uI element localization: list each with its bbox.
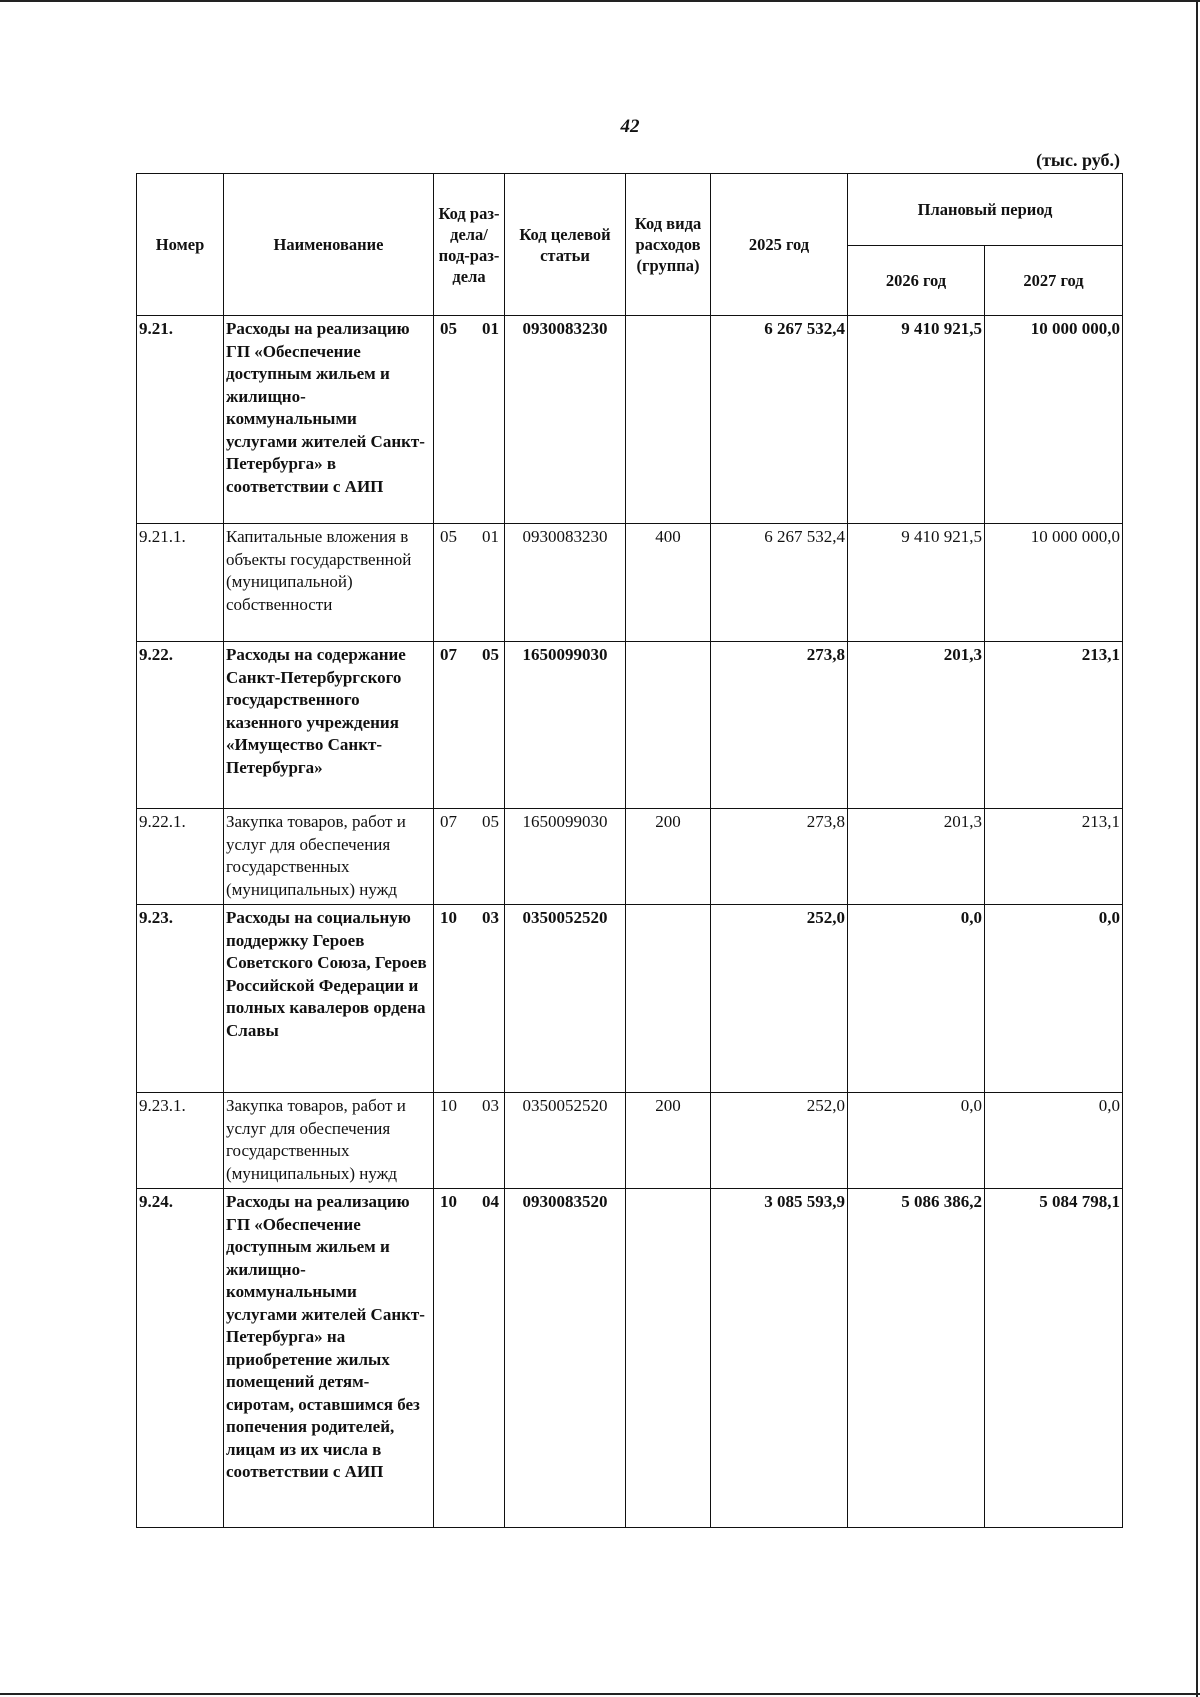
row-value-2027: 0,0 bbox=[985, 1093, 1123, 1189]
header-planned-period: Плановый период bbox=[848, 174, 1123, 246]
row-value-2026: 9 410 921,5 bbox=[848, 316, 985, 524]
row-target-code: 0350052520 bbox=[505, 905, 626, 1093]
row-target-code: 1650099030 bbox=[505, 809, 626, 905]
row-value-2025: 3 085 593,9 bbox=[711, 1189, 848, 1528]
row-number: 9.24. bbox=[137, 1189, 224, 1528]
row-target-code: 0930083230 bbox=[505, 524, 626, 642]
header-number: Номер bbox=[137, 174, 224, 316]
row-section: 10 bbox=[440, 1192, 457, 1211]
header-year-2025: 2025 год bbox=[711, 174, 848, 316]
row-section-code bbox=[434, 905, 505, 1093]
table-row bbox=[137, 1189, 1123, 1528]
row-subsection: 03 bbox=[482, 908, 499, 927]
row-value-2027: 213,1 bbox=[985, 642, 1123, 809]
row-section: 07 bbox=[440, 812, 457, 831]
row-value-2025: 6 267 532,4 bbox=[711, 524, 848, 642]
row-subsection: 05 bbox=[482, 645, 499, 664]
table-row bbox=[137, 1093, 1123, 1189]
row-target-code: 0350052520 bbox=[505, 1093, 626, 1189]
units-label: (тыс. руб.) bbox=[1036, 150, 1120, 170]
row-number: 9.22.1. bbox=[137, 809, 224, 905]
row-section-code bbox=[434, 524, 505, 642]
row-name: Расходы на реализацию ГП «Обеспечение доступным жильем и жилищно-коммунальными услугами жителей Санкт-Петербурга» в соответствии с АИП bbox=[224, 316, 434, 524]
row-value-2027: 213,1 bbox=[985, 809, 1123, 905]
row-subsection: 03 bbox=[482, 1096, 499, 1115]
page-number: 42 bbox=[620, 116, 640, 137]
row-number: 9.21.1. bbox=[137, 524, 224, 642]
row-section: 10 bbox=[440, 908, 457, 927]
table-row bbox=[137, 524, 1123, 642]
row-section-code bbox=[434, 1093, 505, 1189]
row-subsection: 04 bbox=[482, 1192, 499, 1211]
row-target-code: 0930083520 bbox=[505, 1189, 626, 1528]
row-expense-type: 400 bbox=[626, 524, 711, 642]
row-target-code: 1650099030 bbox=[505, 642, 626, 809]
table-row bbox=[137, 809, 1123, 905]
row-name: Расходы на содержание Санкт-Петербургского государственного казенного учреждения «Имущество Санкт-Петербурга» bbox=[224, 642, 434, 809]
row-subsection: 01 bbox=[482, 527, 499, 546]
row-name: Закупка товаров, работ и услуг для обеспечения государственных (муниципальных) нужд bbox=[224, 809, 434, 905]
row-value-2027: 5 084 798,1 bbox=[985, 1189, 1123, 1528]
row-section-code bbox=[434, 642, 505, 809]
row-value-2026: 0,0 bbox=[848, 905, 985, 1093]
header-name: Наименование bbox=[224, 174, 434, 316]
row-expense-type bbox=[626, 316, 711, 524]
row-expense-type bbox=[626, 642, 711, 809]
row-expense-type bbox=[626, 1189, 711, 1528]
row-name: Расходы на реализацию ГП «Обеспечение доступным жильем и жилищно-коммунальными услугами жителей Санкт-Петербурга» на приобретение жилых помещений детям-сиротам, оставшимся без попечения родителей, лицам из их числа в соответствии с АИП bbox=[224, 1189, 434, 1528]
row-number: 9.22. bbox=[137, 642, 224, 809]
row-target-code: 0930083230 bbox=[505, 316, 626, 524]
row-section-code bbox=[434, 809, 505, 905]
header-target-code: Код целевой статьи bbox=[505, 174, 626, 316]
row-value-2025: 273,8 bbox=[711, 642, 848, 809]
row-name: Капитальные вложения в объекты государственной (муниципальной) собственности bbox=[224, 524, 434, 642]
row-name: Закупка товаров, работ и услуг для обеспечения государственных (муниципальных) нужд bbox=[224, 1093, 434, 1189]
scan-bottom-border bbox=[0, 1693, 1200, 1695]
row-number: 9.23.1. bbox=[137, 1093, 224, 1189]
row-expense-type bbox=[626, 905, 711, 1093]
row-value-2027: 10 000 000,0 bbox=[985, 524, 1123, 642]
table-row bbox=[137, 316, 1123, 524]
row-section: 07 bbox=[440, 645, 457, 664]
budget-table bbox=[136, 173, 1123, 1528]
row-value-2026: 0,0 bbox=[848, 1093, 985, 1189]
row-number: 9.21. bbox=[137, 316, 224, 524]
row-section-code bbox=[434, 1189, 505, 1528]
row-value-2027: 0,0 bbox=[985, 905, 1123, 1093]
row-value-2026: 201,3 bbox=[848, 809, 985, 905]
row-value-2025: 252,0 bbox=[711, 1093, 848, 1189]
header-year-2026: 2026 год bbox=[848, 246, 985, 316]
scan-top-border bbox=[0, 0, 1200, 4]
row-expense-type: 200 bbox=[626, 1093, 711, 1189]
row-number: 9.23. bbox=[137, 905, 224, 1093]
header-year-2027: 2027 год bbox=[985, 246, 1123, 316]
row-value-2027: 10 000 000,0 bbox=[985, 316, 1123, 524]
row-value-2025: 252,0 bbox=[711, 905, 848, 1093]
row-name: Расходы на социальную поддержку Героев Советского Союза, Героев Российской Федерации и полных кавалеров ордена Славы bbox=[224, 905, 434, 1093]
header-expense-type-code: Код вида расходов (группа) bbox=[626, 174, 711, 316]
row-subsection: 01 bbox=[482, 319, 499, 338]
row-value-2025: 273,8 bbox=[711, 809, 848, 905]
row-expense-type: 200 bbox=[626, 809, 711, 905]
table-header-row bbox=[137, 174, 1123, 246]
scan-right-border bbox=[1196, 0, 1198, 1697]
row-section: 05 bbox=[440, 319, 457, 338]
row-value-2025: 6 267 532,4 bbox=[711, 316, 848, 524]
row-section: 05 bbox=[440, 527, 457, 546]
row-value-2026: 9 410 921,5 bbox=[848, 524, 985, 642]
row-value-2026: 201,3 bbox=[848, 642, 985, 809]
row-subsection: 05 bbox=[482, 812, 499, 831]
row-section-code bbox=[434, 316, 505, 524]
header-section-code: Код раз-дела/ под-раз-дела bbox=[434, 174, 505, 316]
table-row bbox=[137, 905, 1123, 1093]
row-value-2026: 5 086 386,2 bbox=[848, 1189, 985, 1528]
row-section: 10 bbox=[440, 1096, 457, 1115]
table-body bbox=[137, 316, 1123, 1528]
table-row bbox=[137, 642, 1123, 809]
